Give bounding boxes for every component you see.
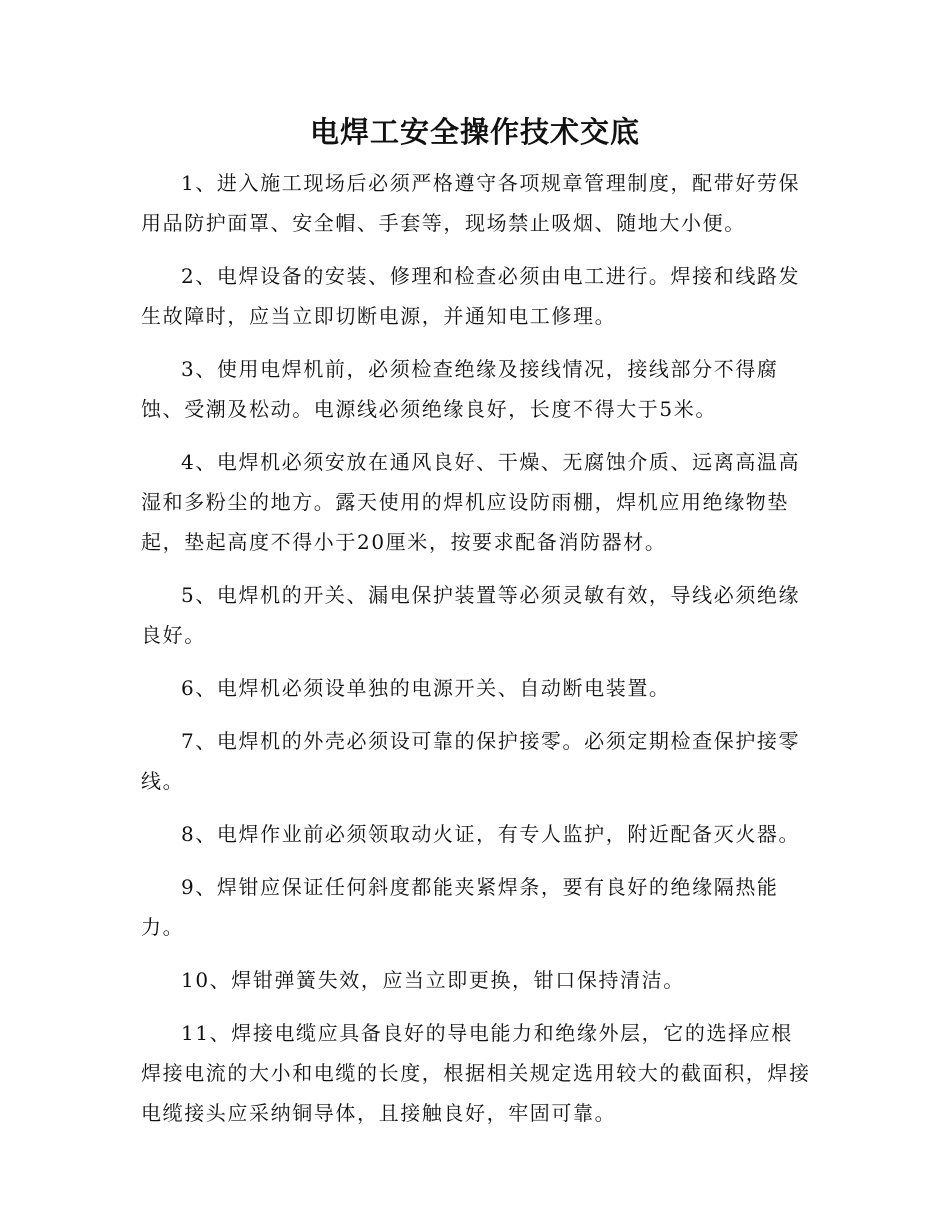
paragraph-4: 4、电焊机必须安放在通风良好、干燥、无腐蚀介质、远离高温高湿和多粉尘的地方。露天使用的焊机应设防雨棚，焊机应用绝缘物垫起，垫起高度不得小于20厘米，按要求配备消防器材。 — [141, 450, 801, 554]
paragraph-6: 6、电焊机必须设单独的电源开关、自动断电装置。 — [181, 676, 671, 700]
paragraph-8: 8、电焊作业前必须领取动火证，有专人监护，附近配备灭火器。 — [181, 822, 801, 846]
paragraph-11: 11、焊接电缆应具备良好的导电能力和绝缘外层，它的选择应根焊接电流的大小和电缆的长度，根据相关规定选用较大的截面积，焊接电缆接头应采纳铜导体，且接触良好，牢固可靠。 — [141, 1021, 811, 1125]
paragraph-5: 5、电焊机的开关、漏电保护装置等必须灵敏有效，导线必须绝缘良好。 — [141, 583, 801, 647]
document-title: 电焊工安全操作技术交底 — [309, 115, 640, 149]
paragraph-3: 3、使用电焊机前，必须检查绝缘及接线情况，接线部分不得腐蚀、受潮及松动。电源线必须绝缘良好，长度不得大于5米。 — [141, 357, 779, 421]
paragraph-1: 1、进入施工现场后必须严格遵守各项规章管理制度，配带好劳保用品防护面罩、安全帽、手套等，现场禁止吸烟、随地大小便。 — [141, 171, 801, 235]
paragraph-7: 7、电焊机的外壳必须设可靠的保护接零。必须定期检查保护接零线。 — [141, 729, 801, 793]
document-body — [141, 163, 811, 1146]
paragraph-10: 10、焊钳弹簧失效，应当立即更换，钳口保持清洁。 — [181, 968, 685, 992]
paragraph-9: 9、焊钳应保证任何斜度都能夹紧焊条，要有良好的绝缘隔热能力。 — [141, 875, 779, 939]
paragraph-2: 2、电焊设备的安装、修理和检查必须由电工进行。焊接和线路发生故障时，应当立即切断电源，并通知电工修理。 — [141, 264, 801, 328]
